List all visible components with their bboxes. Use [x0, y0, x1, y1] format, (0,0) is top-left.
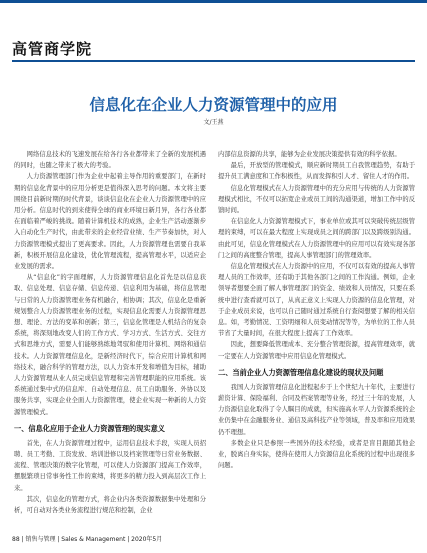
article-title: 信息化在企业人力资源管理中的应用 [89, 96, 338, 114]
paragraph: 最后，开放型的管理模式，顺应新时期员工自我管理趋势，有助于提升员工满意度和工作积极性，从而发挥积引人才、留住人才的作用。 [218, 162, 415, 181]
top-rule [0, 0, 427, 3]
section-heading: 二、当前企业人力资源管理信息化建设的现状及问题 [218, 367, 384, 377]
paragraph: 信息化管理模式在人力资源中的应用，不仅可以有效的提高人事管理人员的工作效率，还有助于其他各部门之间的工作沟通。例如，企业领导者想要全面了解人事管理部门的资金、绩效和人员情况，只要在系统中进行查看就可以了，从真正意义上实现人力资源的信息化管理，对于企业成员来说，也可以自己随时通过系统自行查阅想要了解的相关信息。如，考勤情况、工资明细和人员变动情况等等，为单位的工作人员节省了大量时间，在很大程度上提高了工作效率。 [218, 263, 415, 338]
section-title: 高管商学院 [12, 40, 93, 58]
paragraph: 在信息化人力资源管理模式下，事业单位或其可以突破传统层级管理的束缚，可以在最大程度上实现成员之间的跨部门以及跨级别沟通。由此可见，信息化管理模式在人力资源管理中的应用可以有效实现各部门之间的高度整合管理，提高人事管理部门的管理效率。 [218, 218, 415, 259]
paragraph: 网络信息技术的飞速发展在给各行各业都带来了全新的发展机遇的同时，也随之带来了极大的考验。 [14, 151, 206, 170]
article-author: 文/王燕 [203, 119, 224, 126]
paragraph: 人力资源管理部门作为企业中起着主导作用的重要部门，在新时期的信息化背景中的应用分析更是值得深入思考的问题。本文将主要围绕目前新时期的时代背景，谈谈信息化在企业人力资源管理中的应用分析。信息时代的到来使得全球的商业环境日新月异，各行各业都在面临着严峻的挑战。随着计算机技术的成熟，企业生产活动逐渐步入自动化生产时代，由此带来的企业经营业绩、生产节奏加快，对人力资源管理模式提出了更高要求。因此，人力资源管理也需要自我革新，积极开展信息化建设，优化管理流程，提高管理水平，以适应企业发展的需求。 [14, 173, 206, 271]
left-column [14, 149, 206, 516]
paragraph: 信息化管理模式在人力资源管理中的充分应用与传统的人力资源管理模式相比，不仅可以拓宽企业或员工间的沟通渠道，增加工作中的反馈时间。 [218, 184, 415, 215]
section-heading: 一、信息化应用于企业人力资源管理的现实意义 [14, 423, 165, 433]
paragraph: 首先，在人力资源管理过程中，运用信息技术手段，实现人员招聘、员工考勤、工资发放、培训进修以及档案管理等日常业务数据、流程、管理决策的数字化管理，可以使人力资源部门提高工作效率，摆脱繁琐日常事务性工作的束缚，将更多的精力投入到高层次工作上来。 [14, 439, 206, 492]
paragraph: 从“信息化”的字面理解，人力资源管理信息化首先是以信息获取、信息处理、信息存储、信息传递、信息利用为基础，将信息管理与日常的人力资源管理业务有机融合，相协调；其次，信息化是重新规划整合人力资源管理业务的过程，实现信息化需要人力资源管理思想、理论、方法的变革和创新；第三，信息化管理是人机结合的复杂系统，将深刻地改变人们的工作方式、学习方式、生活方式、交往方式和思维方式，需要人们能够熟练地驾驭和使用计算机、网络和通信技术。人力资源管理信息化，是新经济时代下，综合应用计算机和网络技术，融合科学的管理方法，以人力资本开发和增值为目标，辅助人力资源管理从业人员完成信息管理和完善管理职能的应用系统。该系统通过集中式的信息库、自动处理信息、员工自助服务、外协以及服务共享，实现企业全面人力资源管理，使企业实现一种新的人力资源管理模式。 [14, 274, 206, 416]
paragraph: 因此，想要降低管理成本、充分整合管理资源，提高管理效率，就一定要在人力资源管理中应用信息化管理模式。 [218, 341, 415, 360]
paragraph: 其次，信息化的管理方式，将企业内各类资源数据集中处理和分析，可自动对各类业务流程进行规范和控制，企业 [14, 495, 206, 515]
right-column [218, 149, 415, 471]
paragraph: 我国人力资源管理信息化进程起步于上个世纪九十年代，主要进行薪资计算、保险福利、合同及档案管理等业务，经过三十年的发展，人力资源信息化取得了令人瞩目的成就，但实施高水平人力资源系统的企业仍集中在金融服务业、通信及高科技产业等领域，普及率和应用效果仍不理想。 [218, 383, 415, 436]
paragraph: 内部信息资源的共享，能够为企业发展决策提供有效的科学依据。 [218, 151, 401, 158]
section-rule [12, 60, 415, 62]
page-footer: 88 | 销售与管理 | Sales & Management | 2020年5月 [12, 536, 163, 543]
paragraph: 多数企业只是参照一些国外的技术经验，或者是盲目跟随其他企业，脱离自身实际，使得在使用人力资源信息化系统的过程中出现很多问题。 [218, 439, 415, 470]
section-header [12, 38, 415, 58]
